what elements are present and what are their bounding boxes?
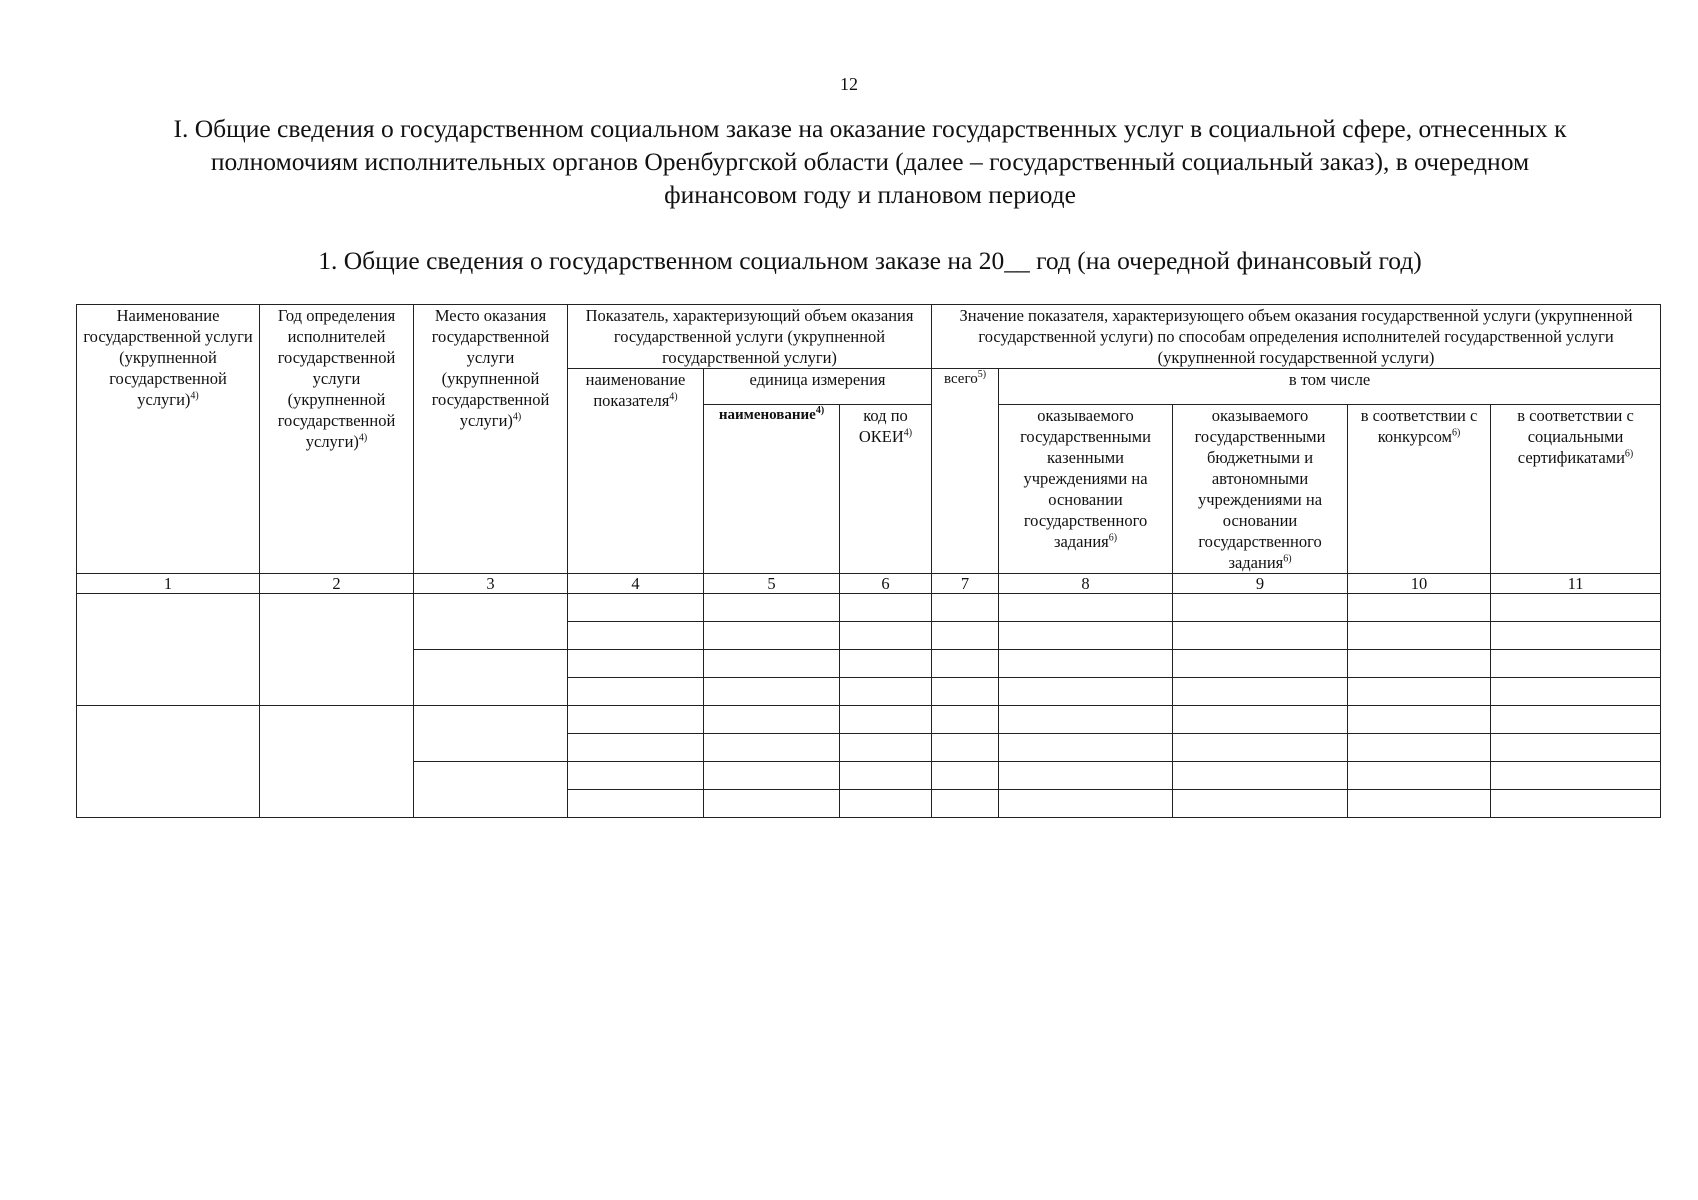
certificates-cell[interactable] xyxy=(1491,622,1661,650)
table-row xyxy=(77,594,1661,622)
unit-code-cell[interactable] xyxy=(840,706,932,734)
certificates-cell[interactable] xyxy=(1491,594,1661,622)
total-cell[interactable] xyxy=(932,706,999,734)
header-certificates: в соответствии с социальными сертификатами$^{6)}$ xyxy=(1491,405,1661,574)
indicator-name-cell[interactable] xyxy=(568,790,704,818)
budget-cell[interactable] xyxy=(1173,678,1348,706)
budget-cell[interactable] xyxy=(1173,706,1348,734)
kazennye-cell[interactable] xyxy=(999,706,1173,734)
budget-cell[interactable] xyxy=(1173,650,1348,678)
unit-code-cell[interactable] xyxy=(840,622,932,650)
column-number: 9 xyxy=(1173,574,1348,594)
certificates-cell[interactable] xyxy=(1491,650,1661,678)
unit-name-cell[interactable] xyxy=(704,706,840,734)
unit-name-cell[interactable] xyxy=(704,734,840,762)
unit-code-cell[interactable] xyxy=(840,650,932,678)
year-cell[interactable] xyxy=(260,594,414,706)
service-name-cell[interactable] xyxy=(77,706,260,818)
unit-name-cell[interactable] xyxy=(704,594,840,622)
total-cell[interactable] xyxy=(932,790,999,818)
certificates-cell[interactable] xyxy=(1491,734,1661,762)
header-kazennye: оказываемого государственными казенными учреждениями на основании государственного задания$^{6)}$ xyxy=(999,405,1173,574)
unit-code-cell[interactable] xyxy=(840,790,932,818)
column-number: 11 xyxy=(1491,574,1661,594)
unit-name-cell[interactable] xyxy=(704,762,840,790)
place-cell[interactable] xyxy=(414,706,568,762)
section-title: I. Общие сведения о государственном социальном заказе на оказание государственных услуг в социальной сфере, отнесенных к полномочиям исполнительных органов Оренбургской области (далее – государственный социальный заказ), в очередном финансовом году и плановом периоде xyxy=(173,114,1567,209)
total-cell[interactable] xyxy=(932,734,999,762)
column-number: 8 xyxy=(999,574,1173,594)
unit-name-cell[interactable] xyxy=(704,622,840,650)
place-cell[interactable] xyxy=(414,762,568,818)
kazennye-cell[interactable] xyxy=(999,762,1173,790)
budget-cell[interactable] xyxy=(1173,790,1348,818)
budget-cell[interactable] xyxy=(1173,762,1348,790)
indicator-name-cell[interactable] xyxy=(568,706,704,734)
header-including: в том числе xyxy=(999,369,1661,405)
kazennye-cell[interactable] xyxy=(999,678,1173,706)
total-cell[interactable] xyxy=(932,678,999,706)
unit-name-cell[interactable] xyxy=(704,678,840,706)
unit-name-cell[interactable] xyxy=(704,650,840,678)
column-number-row xyxy=(77,574,1661,594)
header-unit-group: единица измерения xyxy=(704,369,932,405)
kazennye-cell[interactable] xyxy=(999,790,1173,818)
header-value-group: Значение показателя, характеризующего объем оказания государственной услуги (укрупненной государственной услуги) по способам определения исполнителей государственной услуги (укрупненной государственной услуги) xyxy=(932,305,1661,369)
year-cell[interactable] xyxy=(260,706,414,818)
unit-code-cell[interactable] xyxy=(840,594,932,622)
column-number: 6 xyxy=(840,574,932,594)
total-cell[interactable] xyxy=(932,762,999,790)
column-number: 3 xyxy=(414,574,568,594)
header-contest: в соответствии с конкурсом$^{6)}$ xyxy=(1348,405,1491,574)
header-unit-code: код по ОКЕИ$^{4)}$ xyxy=(840,405,932,574)
total-cell[interactable] xyxy=(932,594,999,622)
header-year: Год определения исполнителей государственной услуги (укрупненной государственной услуги)$^{4)}$ xyxy=(260,305,414,574)
total-cell[interactable] xyxy=(932,622,999,650)
column-number: 4 xyxy=(568,574,704,594)
indicator-name-cell[interactable] xyxy=(568,622,704,650)
header-indicator-group: Показатель, характеризующий объем оказания государственной услуги (укрупненной государственной услуги) xyxy=(568,305,932,369)
indicator-name-cell[interactable] xyxy=(568,650,704,678)
contest-cell[interactable] xyxy=(1348,594,1491,622)
indicator-name-cell[interactable] xyxy=(568,762,704,790)
unit-name-cell[interactable] xyxy=(704,790,840,818)
unit-code-cell[interactable] xyxy=(840,678,932,706)
indicator-name-cell[interactable] xyxy=(568,678,704,706)
place-cell[interactable] xyxy=(414,594,568,650)
header-indicator-name: наименование показателя$^{4)}$ xyxy=(568,369,704,574)
place-cell[interactable] xyxy=(414,650,568,706)
page-number: 12 xyxy=(840,74,858,94)
contest-cell[interactable] xyxy=(1348,762,1491,790)
contest-cell[interactable] xyxy=(1348,678,1491,706)
certificates-cell[interactable] xyxy=(1491,706,1661,734)
subsection-title: 1. Общие сведения о государственном социальном заказе на 20__ год (на очередной финансовый год) xyxy=(318,246,1422,275)
table-row xyxy=(77,706,1661,734)
contest-cell[interactable] xyxy=(1348,734,1491,762)
header-total: всего$^{5)}$ xyxy=(932,369,999,574)
unit-code-cell[interactable] xyxy=(840,762,932,790)
kazennye-cell[interactable] xyxy=(999,734,1173,762)
service-name-cell[interactable] xyxy=(77,594,260,706)
certificates-cell[interactable] xyxy=(1491,790,1661,818)
column-number: 10 xyxy=(1348,574,1491,594)
header-budget: оказываемого государственными бюджетными и автономными учреждениями на основании государственного задания$^{6)}$ xyxy=(1173,405,1348,574)
header-service-name: Наименование государственной услуги (укрупненной государственной услуги)$^{4)}$ xyxy=(77,305,260,574)
contest-cell[interactable] xyxy=(1348,706,1491,734)
budget-cell[interactable] xyxy=(1173,622,1348,650)
total-cell[interactable] xyxy=(932,650,999,678)
budget-cell[interactable] xyxy=(1173,734,1348,762)
column-number: 7 xyxy=(932,574,999,594)
header-unit-name: наименование$^{4)}$ xyxy=(704,405,840,574)
kazennye-cell[interactable] xyxy=(999,594,1173,622)
unit-code-cell[interactable] xyxy=(840,734,932,762)
kazennye-cell[interactable] xyxy=(999,622,1173,650)
certificates-cell[interactable] xyxy=(1491,762,1661,790)
budget-cell[interactable] xyxy=(1173,594,1348,622)
contest-cell[interactable] xyxy=(1348,790,1491,818)
column-number: 5 xyxy=(704,574,840,594)
certificates-cell[interactable] xyxy=(1491,678,1661,706)
indicator-name-cell[interactable] xyxy=(568,734,704,762)
contest-cell[interactable] xyxy=(1348,622,1491,650)
indicator-name-cell[interactable] xyxy=(568,594,704,622)
contest-cell[interactable] xyxy=(1348,650,1491,678)
column-number: 1 xyxy=(77,574,260,594)
state-social-order-table xyxy=(76,304,1661,818)
kazennye-cell[interactable] xyxy=(999,650,1173,678)
header-place: Место оказания государственной услуги (укрупненной государственной услуги)$^{4)}$ xyxy=(414,305,568,574)
column-number: 2 xyxy=(260,574,414,594)
